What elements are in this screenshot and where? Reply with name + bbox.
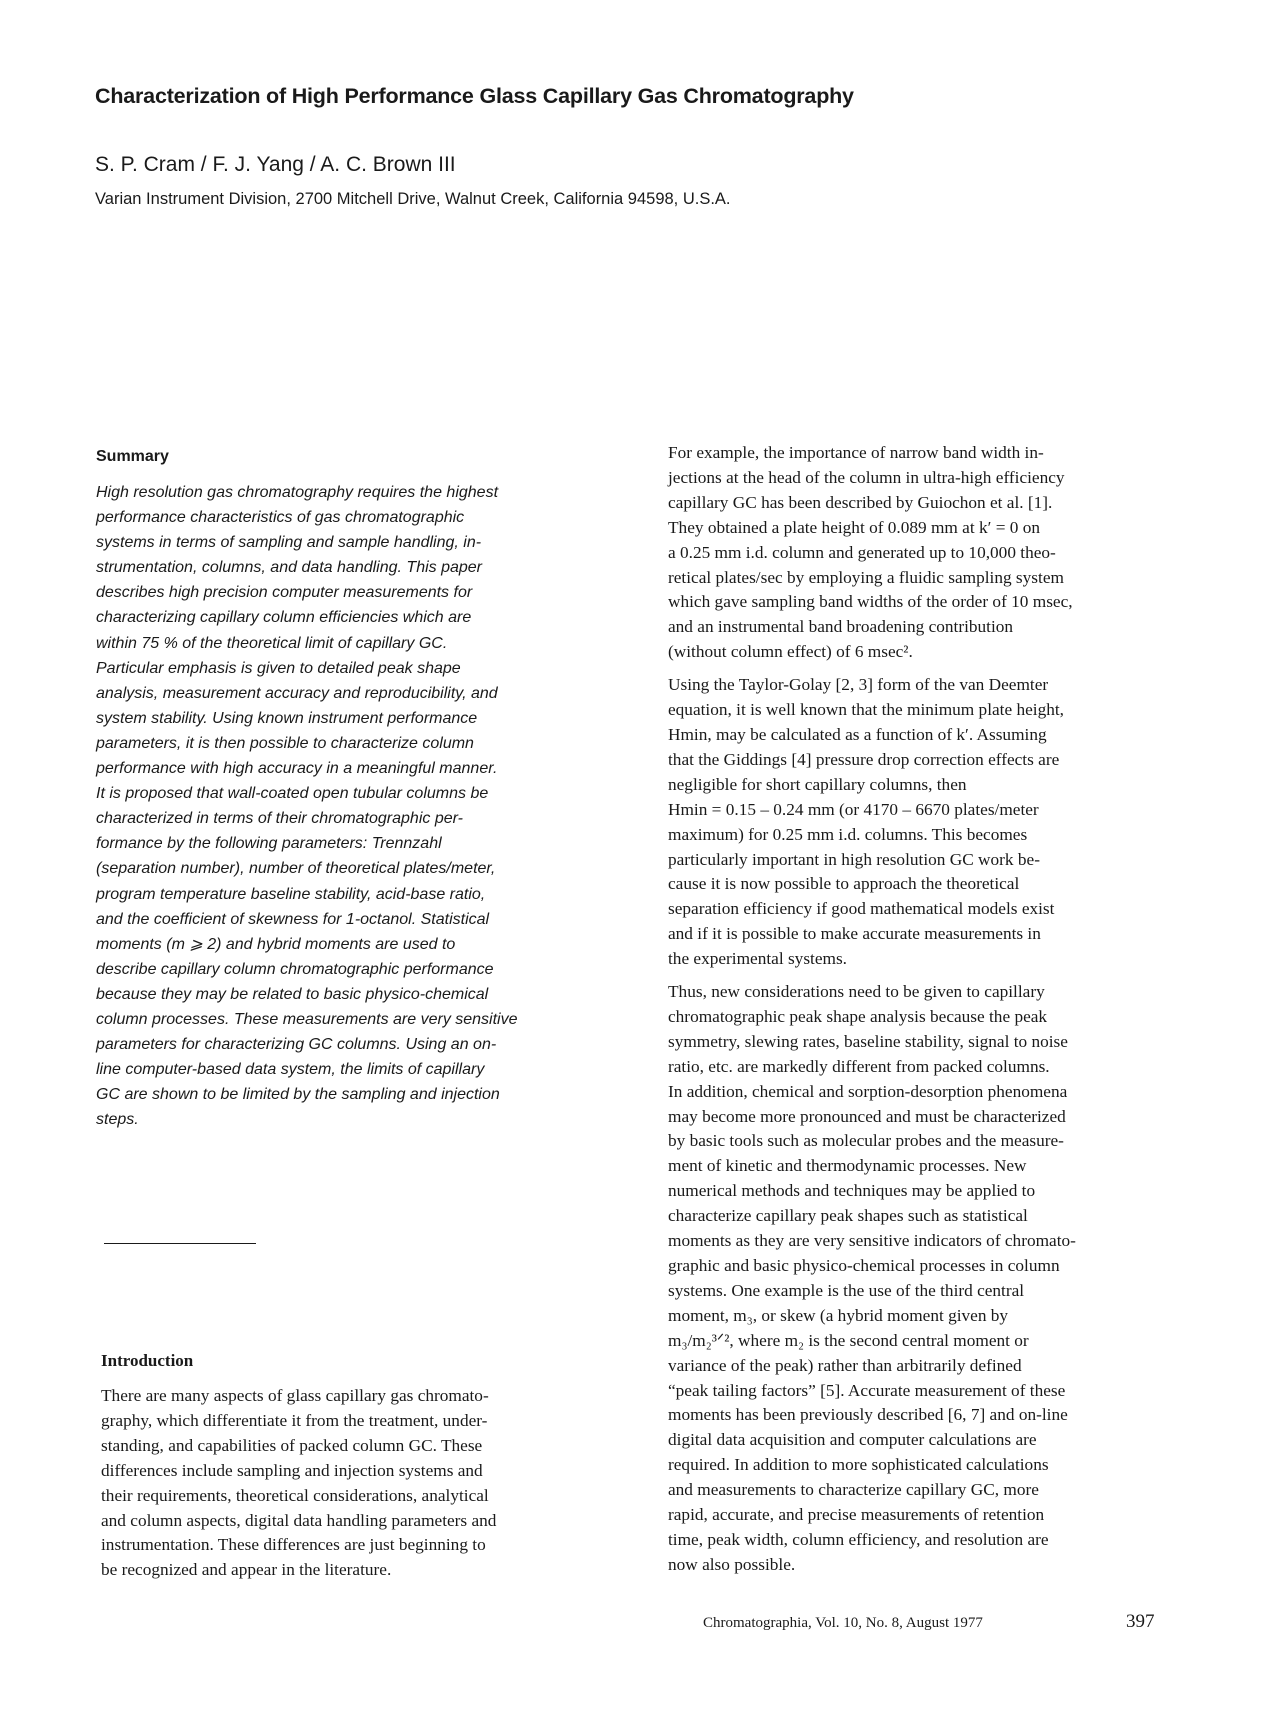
paper-title: Characterization of High Performance Glass Capillary Gas Chromatography — [95, 84, 854, 108]
introduction-paragraph: There are many aspects of glass capillary gas chromato- graphy, which differentiate it from the treatment, under- standing, and capabilities of packed column GC. These differences include sampling and injection systems and their requirements, theoretical considerations, analytical and column aspects, digital data handling parameters and instrumentation. These differences are just beginning to be recognized and appear in the literature. — [101, 1386, 497, 1580]
page-number: 397 — [1126, 1611, 1155, 1632]
body-paragraph-1: For example, the importance of narrow band width in- jections at the head of the column in ultra-high efficiency capillary GC has been described by Guiochon et al. [1]. They obtained a plate height of 0.089 mm at k′ = 0 on a 0.25 mm i.d. column and generated up to 10,000 theo- retical plates/sec by employing a fluidic sampling system which gave sampling band widths of the order of 10 msec, and an instrumental band broadening contribution (without column effect) of 6 msec². — [668, 443, 1073, 662]
body-paragraph-2: Using the Taylor-Golay [2, 3] form of the van Deemter equation, it is well known that the minimum plate height, Hmin, may be calculated as a function of k′. Assuming that the Giddings [4] pressure drop correction effects are negligible for short capillary columns, then Hmin = 0.15 – 0.24 mm (or 4170 – 6670 plates/meter maximum) for 0.25 mm i.d. columns. This becomes particularly important in high resolution GC work be- cause it is now possible to approach the theoretical separation efficiency if good mathematical models exist and if it is possible to make accurate measurements in the experimental systems. — [668, 675, 1064, 969]
introduction-heading: Introduction — [101, 1351, 194, 1370]
footnote-divider — [104, 1243, 256, 1244]
summary-heading: Summary — [96, 448, 169, 465]
author-list: S. P. Cram / F. J. Yang / A. C. Brown III — [95, 153, 456, 176]
introduction-column — [101, 1384, 611, 1591]
journal-citation: Chromatographia, Vol. 10, No. 8, August 1977 — [703, 1615, 983, 1631]
body-paragraph-3: Thus, new considerations need to be given to capillary chromatographic peak shape analysis because the peak symmetry, slewing rates, baseline stability, signal to noise ratio, etc. are markedly different from packed columns. In addition, chemical and sorption-desorption phenomena may become more pronounced and must be characterized by basic tools such as molecular probes and the measure- ment of kinetic and thermodynamic processes. New numerical methods and techniques may be applied to characterize capillary peak shapes such as statistical moments as they are very sensitive indicators of chromato- graphic and basic physico-chemical processes in column systems. One example is the use of the third central moment, m₃, or skew (a hybrid moment given by m₃/m₂³ᐟ², where m₂ is the second central moment or variance of the peak) rather than arbitrarily defined “peak tailing factors” [5]. Accurate measurement of these moments has been previously described [6, 7] and on-line digital data acquisition and computer calculations are required. In addition to more sophisticated calculations and measurements to characterize capillary GC, more rapid, accurate, and precise measurements of retention time, peak width, column efficiency, and resolution are now also possible. — [668, 982, 1076, 1574]
author-affiliation: Varian Instrument Division, 2700 Mitchell Drive, Walnut Creek, California 94598, U.S.A. — [95, 190, 731, 208]
summary-abstract: High resolution gas chromatography requires the highest performance characteristics of gas chromatographic systems in terms of sampling and sample handling, in- strumentation, columns, and data handling. This paper describes high precision computer measurements for characterizing capillary column efficiencies which are within 75 % of the theoretical limit of capillary GC. Particular emphasis is given to detailed peak shape analysis, measurement accuracy and reproducibility, and system stability. Using known instrument performance parameters, it is then possible to characterize column performance with high accuracy in a meaningful manner. It is proposed that wall-coated open tubular columns be characterized in terms of their chromatographic per- formance by the following parameters: Trennzahl (separation number), number of theoretical plates/meter, program temperature baseline stability, acid-base ratio, and the coefficient of skewness for 1-octanol. Statistical moments (m ⩾ 2) and hybrid moments are used to describe capillary column chromatographic performance because they may be related to basic physico-chemical column processes. These measurements are very sensitive parameters for characterizing GC columns. Using an on- line computer-based data system, the limits of capillary GC are shown to be limited by the sampling and injection steps. — [96, 484, 518, 1129]
right-text-column — [668, 441, 1178, 1586]
